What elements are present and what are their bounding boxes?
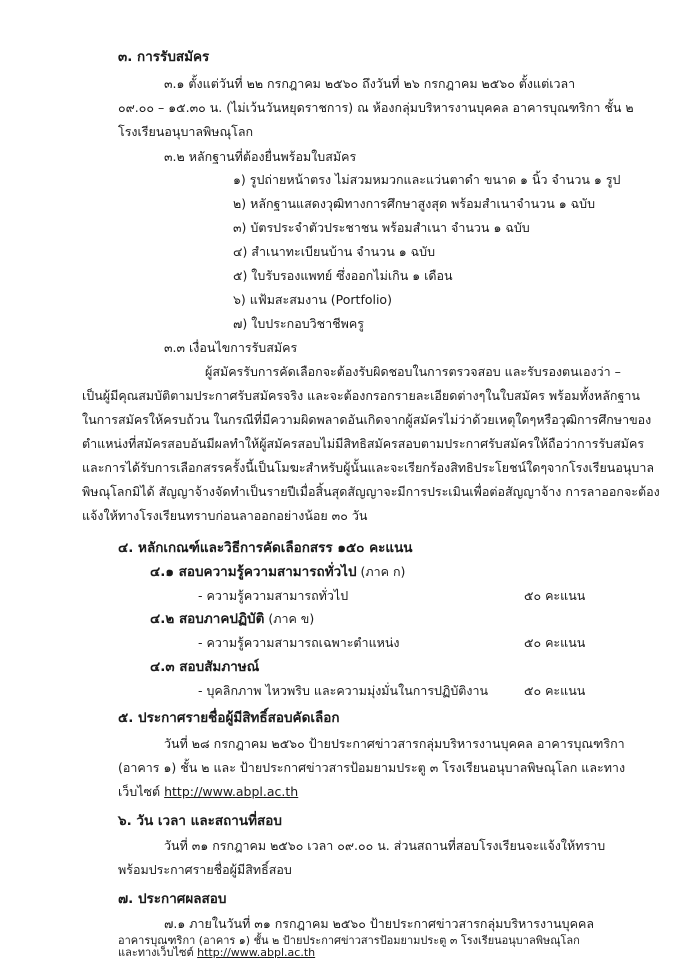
- section-7-line-1: ๗.๑ ภายในวันที่ ๓๑ กรกฎาคม ๒๕๖๐ ป้ายประกาศข่าวสารกลุ่มบริหารงานบุคคล: [164, 916, 594, 931]
- section-4-heading: ๔. หลักเกณฑ์และวิธีการคัดเลือกสรร ๑๕๐ คะแนน: [118, 540, 413, 556]
- section-4-3-title-text: ๔.๓ สอบสัมภาษณ์: [150, 659, 260, 675]
- section-4-1-item: - ความรู้ความสามารถทั่วไป: [198, 588, 349, 603]
- section-4-1-part: (ภาค ก): [360, 564, 406, 579]
- section-3-2-item-7: ๗) ใบประกอบวิชาชีพครู: [233, 316, 364, 331]
- section-3-1-line-2: ๐๙.๐๐ – ๑๕.๓๐ น. (ไม่เว้นวันหยุดราชการ) ณ ห้องกลุ่มบริหารงานบุคคล อาคารบุณฑริกา ชั้น ๒: [118, 100, 634, 115]
- section-4-3-item: - บุคลิกภาพ ไหวพริบ และความมุ่งมั่นในการปฏิบัติงาน: [198, 683, 489, 698]
- section-4-2-title-text: ๔.๒ สอบภาคปฏิบัติ: [150, 611, 265, 627]
- section-6-line-1: วันที่ ๓๑ กรกฎาคม ๒๕๖๐ เวลา ๐๙.๐๐ น. ส่วนสถานที่สอบโรงเรียนจะแจ้งให้ทราบ: [164, 838, 606, 853]
- section-3-3-line-1: ผู้สมัครรับการคัดเลือกจะต้องรับผิดชอบในการตรวจสอบ และรับรองตนเองว่า –: [205, 364, 621, 379]
- section-4-2-item: - ความรู้ความสามารถเฉพาะตำแหน่ง: [198, 635, 400, 650]
- section-7-website-link[interactable]: http://www.abpl.ac.th: [197, 946, 316, 959]
- section-7-line-2: อาคารบุณฑริกา (อาคาร ๑) ชั้น ๒ ป้ายประกาศข่าวสารป้อมยามประตู ๓ โรงเรียนอนุบาลพิษณุโลก: [118, 934, 580, 947]
- section-3-3-line-3: ในการสมัครให้ครบถ้วน ในกรณีที่มีความผิดพลาดอันเกิดจากผู้สมัครไม่ว่าด้วยเหตุใดๆหรือวุฒิการศึกษาของ: [82, 412, 652, 427]
- section-5-line-2: (อาคาร ๑) ชั้น ๒ และ ป้ายประกาศข่าวสารป้อมยามประตู ๓ โรงเรียนอนุบาลพิษณุโลก และทาง: [118, 760, 626, 775]
- section-4-2-part: (ภาค ข): [268, 611, 315, 626]
- section-4-1-title: [150, 566, 405, 580]
- section-5-line-3: [118, 786, 298, 799]
- section-4-3-score: ๕๐ คะแนน: [524, 683, 586, 698]
- section-3-3-line-2: เป็นผู้มีคุณสมบัติตามประกาศรับสมัครจริง และจะต้องกรอกรายละเอียดต่างๆในใบสมัคร พร้อมทั้งหลักฐาน: [82, 388, 640, 403]
- section-3-3-line-6: พิษณุโลกมิได้ สัญญาจ้างจัดทำเป็นรายปีเมื่อสิ้นสุดสัญญาจะมีการประเมินเพื่อต่อสัญญาจ้าง การลาออกจะต้อง: [82, 484, 660, 499]
- section-3-2-item-6: ๖) แฟ้มสะสมงาน (Portfolio): [233, 292, 392, 307]
- section-6-line-2: พร้อมประกาศรายชื่อผู้มีสิทธิ์สอบ: [118, 862, 292, 877]
- section-3-2-item-1: ๑) รูปถ่ายหน้าตรง ไม่สวมหมวกและแว่นตาดำ ขนาด ๑ นิ้ว จำนวน ๑ รูป: [233, 172, 621, 187]
- section-3-3-line-5: และการได้รับการเลือกสรรครั้งนี้เป็นโมฆะสำหรับผู้นั้นและจะเรียกร้องสิทธิประโยชน์ใดๆจากโรงเรียนอนุบาล: [82, 460, 655, 475]
- section-3-2-item-5: ๕) ใบรับรองแพทย์ ซึ่งออกไม่เกิน ๑ เดือน: [233, 268, 453, 283]
- section-4-3-title: [150, 661, 259, 675]
- section-5-website-link[interactable]: http://www.abpl.ac.th: [164, 784, 299, 799]
- section-3-3-title: ๓.๓ เงื่อนไขการรับสมัคร: [164, 340, 298, 355]
- section-3-1-line-1: ๓.๑ ตั้งแต่วันที่ ๒๒ กรกฎาคม ๒๕๖๐ ถึงวันที่ ๒๖ กรกฎาคม ๒๕๖๐ ตั้งแต่เวลา: [164, 76, 576, 91]
- section-4-2-score: ๕๐ คะแนน: [524, 635, 586, 650]
- section-3-3-line-4: ตำแหน่งที่สมัครสอบอันมีผลทำให้ผู้สมัครสอบไม่มีสิทธิสมัครสอบตามประกาศรับสมัครให้ถือว่าการรับสมัคร: [82, 436, 645, 451]
- section-3-2-item-3: ๓) บัตรประจำตัวประชาชน พร้อมสำเนา จำนวน ๑ ฉบับ: [233, 220, 530, 235]
- section-7-line-3-text: และทางเว็บไซต์: [118, 946, 198, 959]
- section-3-2-item-2: ๒) หลักฐานแสดงวุฒิทางการศึกษาสูงสุด พร้อมสำเนาจำนวน ๑ ฉบับ: [233, 196, 596, 211]
- section-3-2-title: ๓.๒ หลักฐานที่ต้องยื่นพร้อมใบสมัคร: [164, 149, 357, 164]
- section-7-heading: ๗. ประกาศผลสอบ: [118, 891, 227, 907]
- section-3-3-line-7: แจ้งให้ทางโรงเรียนทราบก่อนลาออกอย่างน้อย ๓๐ วัน: [82, 508, 368, 523]
- section-7-line-3: [118, 947, 315, 958]
- section-4-2-title: [150, 613, 314, 627]
- section-6-heading: ๖. วัน เวลา และสถานที่สอบ: [118, 813, 282, 829]
- section-5-heading: ๕. ประกาศรายชื่อผู้มีสิทธิ์สอบคัดเลือก: [118, 710, 340, 726]
- section-3-1-line-3: โรงเรียนอนุบาลพิษณุโลก: [118, 124, 254, 139]
- section-5-line-1: วันที่ ๒๘ กรกฎาคม ๒๕๖๐ ป้ายประกาศข่าวสารกลุ่มบริหารงานบุคคล อาคารบุณฑริกา: [164, 736, 625, 751]
- section-4-1-score: ๕๐ คะแนน: [524, 588, 586, 603]
- section-4-1-title-text: ๔.๑ สอบความรู้ความสามารถทั่วไป: [150, 564, 357, 580]
- section-3-heading: ๓. การรับสมัคร: [118, 49, 210, 65]
- section-5-line-3-text: เว็บไซต์: [118, 784, 161, 799]
- section-3-2-item-4: ๔) สำเนาทะเบียนบ้าน จำนวน ๑ ฉบับ: [233, 244, 436, 259]
